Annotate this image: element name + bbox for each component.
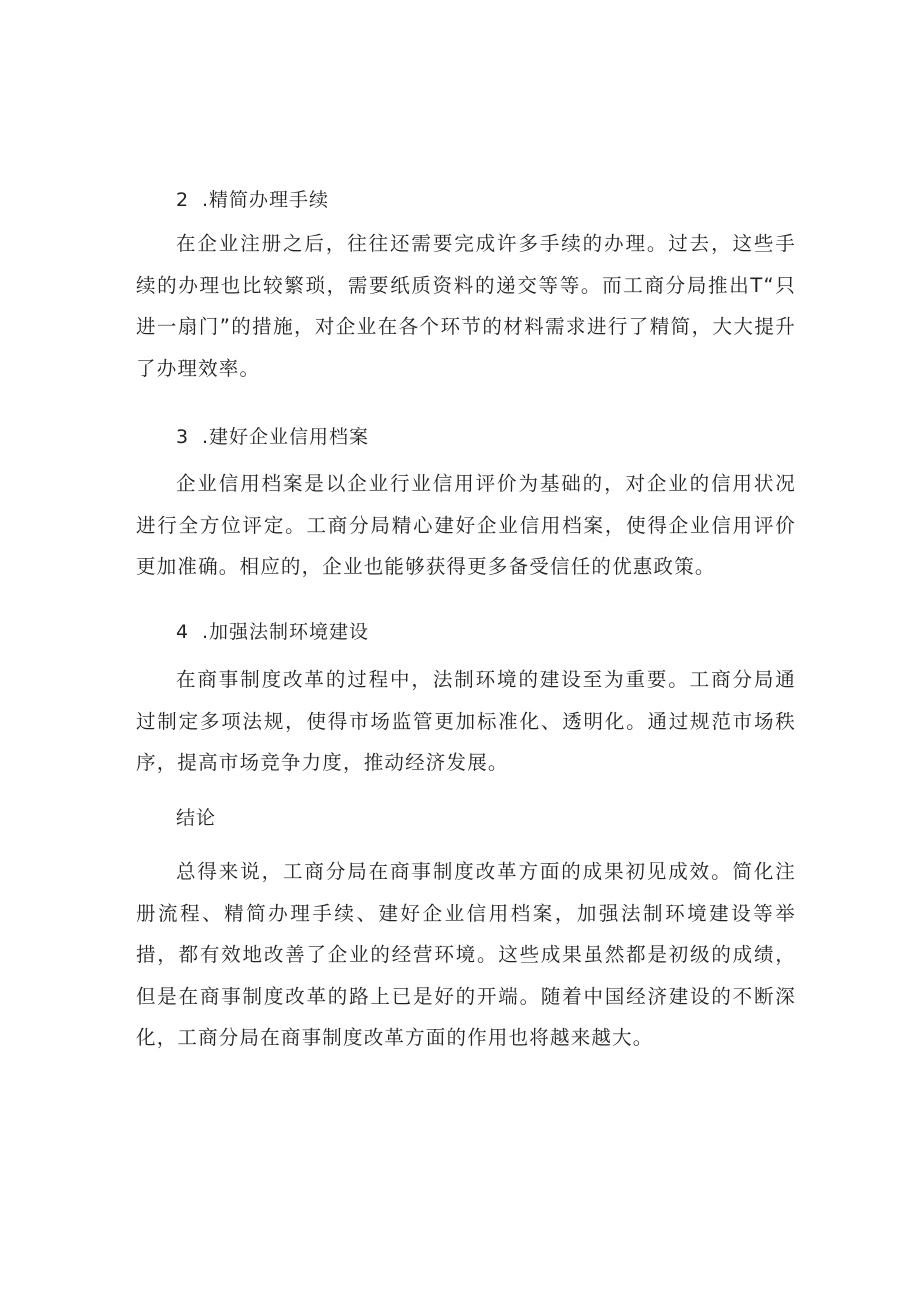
- section-paragraph-4: 在商事制度改革的过程中，法制环境的建设至为重要。工商分局通过制定多项法规，使得市场监管更加标准化、透明化。通过规范市场秩序，提高市场竞争力度，推动经济发展。: [136, 668, 796, 774]
- section-title: .精简办理手续: [202, 189, 330, 211]
- section-heading-3: [176, 425, 369, 449]
- section-number: 3: [176, 426, 190, 448]
- section-heading-2: [176, 188, 329, 212]
- section-heading-4: [176, 620, 369, 644]
- section-number: 2: [176, 189, 190, 211]
- section-number: 4: [176, 621, 190, 643]
- conclusion-paragraph: 总得来说，工商分局在商事制度改革方面的成果初见成效。简化注册流程、精简办理手续、建好企业信用档案，加强法制环境建设等举措，都有效地改善了企业的经营环境。这些成果虽然都是初级的成绩，但是在商事制度改革的路上已是好的开端。随着中国经济建设的不断深化，工商分局在商事制度改革方面的作用也将越来越大。: [136, 860, 796, 1049]
- conclusion-heading: [176, 806, 216, 830]
- section-paragraph-2: 在企业注册之后，往往还需要完成许多手续的办理。过去，这些手续的办理也比较繁琐，需要纸质资料的递交等等。而工商分局推出T“只进一扇门”的措施，对企业在各个环节的材料需求进行了精简，大大提升了办理效率。: [136, 232, 796, 380]
- section-paragraph-3: 企业信用档案是以企业行业信用评价为基础的，对企业的信用状况进行全方位评定。工商分局精心建好企业信用档案，使得企业信用评价更加准确。相应的，企业也能够获得更多备受信任的优惠政策。: [136, 472, 796, 578]
- section-title: .建好企业信用档案: [202, 426, 370, 448]
- conclusion-title: 结论: [176, 807, 217, 829]
- section-title: .加强法制环境建设: [202, 621, 370, 643]
